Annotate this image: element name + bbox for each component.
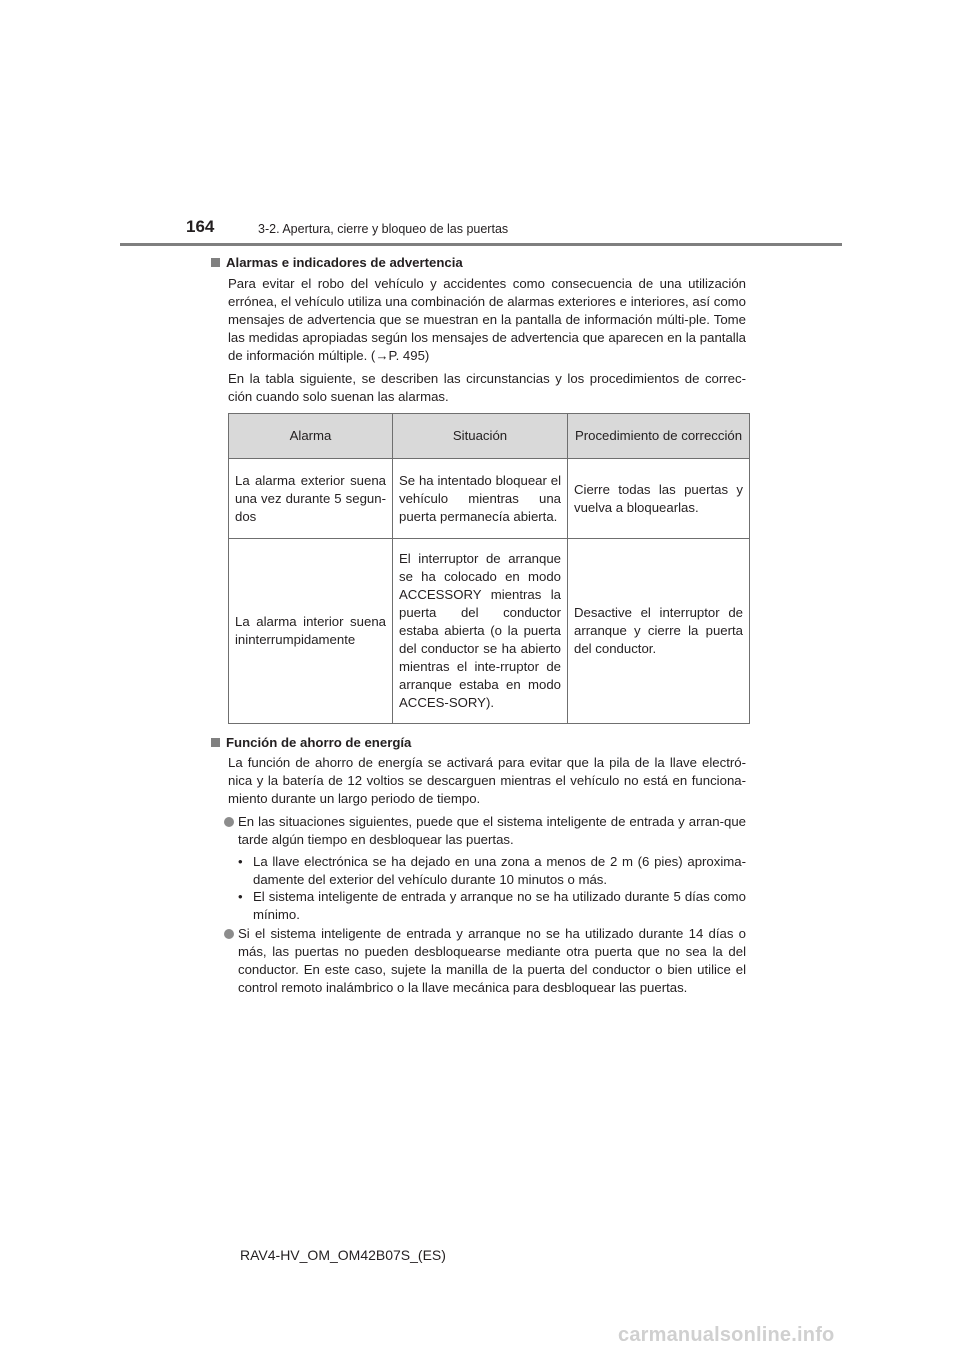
- alarms-heading: [211, 255, 463, 270]
- table-row: [229, 459, 750, 539]
- energy-heading: [211, 735, 411, 750]
- table-cell: Desactive el interruptor de arranque y cierre la puerta del conductor.: [568, 539, 750, 724]
- table-header-cell: Procedimiento de corrección: [568, 414, 750, 459]
- table-row: [229, 539, 750, 724]
- bullet-item: [224, 813, 746, 849]
- table-cell: Se ha intentado bloquear el vehículo mientras una puerta permanecía abierta.: [393, 459, 568, 539]
- table-cell: Cierre todas las puertas y vuelva a bloquearlas.: [568, 459, 750, 539]
- table-cell: La alarma interior suena ininterrumpidamente: [229, 539, 393, 724]
- energy-paragraph: La función de ahorro de energía se activará para evitar que la pila de la llave electró-nica y la batería de 12 voltios se descarguen mientras el vehículo no está en funciona-miento durante un largo periodo de tiempo.: [228, 755, 746, 806]
- sub-bullet-mark: •: [238, 854, 243, 869]
- page-number: 164: [186, 217, 215, 236]
- circle-bullet-icon: [224, 817, 234, 827]
- circle-bullet-icon: [224, 929, 234, 939]
- sub-list-item: [238, 853, 746, 889]
- table-header-cell: Alarma: [229, 414, 393, 459]
- alarms-paragraph-1: Para evitar el robo del vehículo y accidentes como consecuencia de una utilización errónea, el vehículo utiliza una combinación de alarmas exteriores e interiores, así como mensajes de advertencia que se muestran en la pantalla de información múlti-ple. Tome las medidas apropiadas según los mensajes de advertencia que aparecen en la pantalla de información múltiple. (→P. 495): [228, 276, 746, 363]
- table-header-cell: Situación: [393, 414, 568, 459]
- bullet-text: En las situaciones siguientes, puede que el sistema inteligente de entrada y arran-que tarde algún tiempo en desbloquear las puertas.: [238, 814, 746, 847]
- sub-list-item: [238, 888, 746, 924]
- table-cell: El interruptor de arranque se ha colocado en modo ACCESSORY mientras la puerta del conductor estaba abierta (o la puerta del conductor se ha abierto mientras el inte-rruptor de arranque estaba en modo ACCES-SORY).: [393, 539, 568, 724]
- alarms-heading-text: Alarmas e indicadores de advertencia: [226, 255, 463, 270]
- header-rule: [120, 243, 842, 246]
- section-title: 3-2. Apertura, cierre y bloqueo de las puertas: [258, 222, 509, 236]
- alarm-table: [228, 413, 750, 724]
- table-header-row: [229, 414, 750, 459]
- bullet-item: [224, 925, 746, 997]
- square-bullet-icon: [211, 738, 220, 747]
- sub-list-text: El sistema inteligente de entrada y arranque no se ha utilizado durante 5 días como mínimo.: [253, 889, 746, 922]
- bullet-text: Si el sistema inteligente de entrada y arranque no se ha utilizado durante 14 días o más, las puertas no pueden desbloquearse mediante otra puerta que no sea la del conductor. En este caso, sujete la manilla de la puerta del conductor o bien utilice el control remoto inalámbrico o la llave mecánica para desbloquear las puertas.: [238, 926, 746, 995]
- table-cell: La alarma exterior suena una vez durante 5 segun-dos: [229, 459, 393, 539]
- footer-code: RAV4-HV_OM_OM42B07S_(ES): [240, 1247, 446, 1263]
- energy-heading-text: Función de ahorro de energía: [226, 735, 412, 750]
- sub-list-text: La llave electrónica se ha dejado en una zona a menos de 2 m (6 pies) aproxima-damente del exterior del vehículo durante 10 minutos o más.: [253, 854, 746, 887]
- watermark: carmanualsonline.info: [618, 1324, 835, 1346]
- square-bullet-icon: [211, 258, 220, 267]
- alarms-paragraph-2: En la tabla siguiente, se describen las circunstancias y los procedimientos de correc-ción cuando solo suenan las alarmas.: [228, 371, 746, 404]
- sub-bullet-mark: •: [238, 889, 243, 904]
